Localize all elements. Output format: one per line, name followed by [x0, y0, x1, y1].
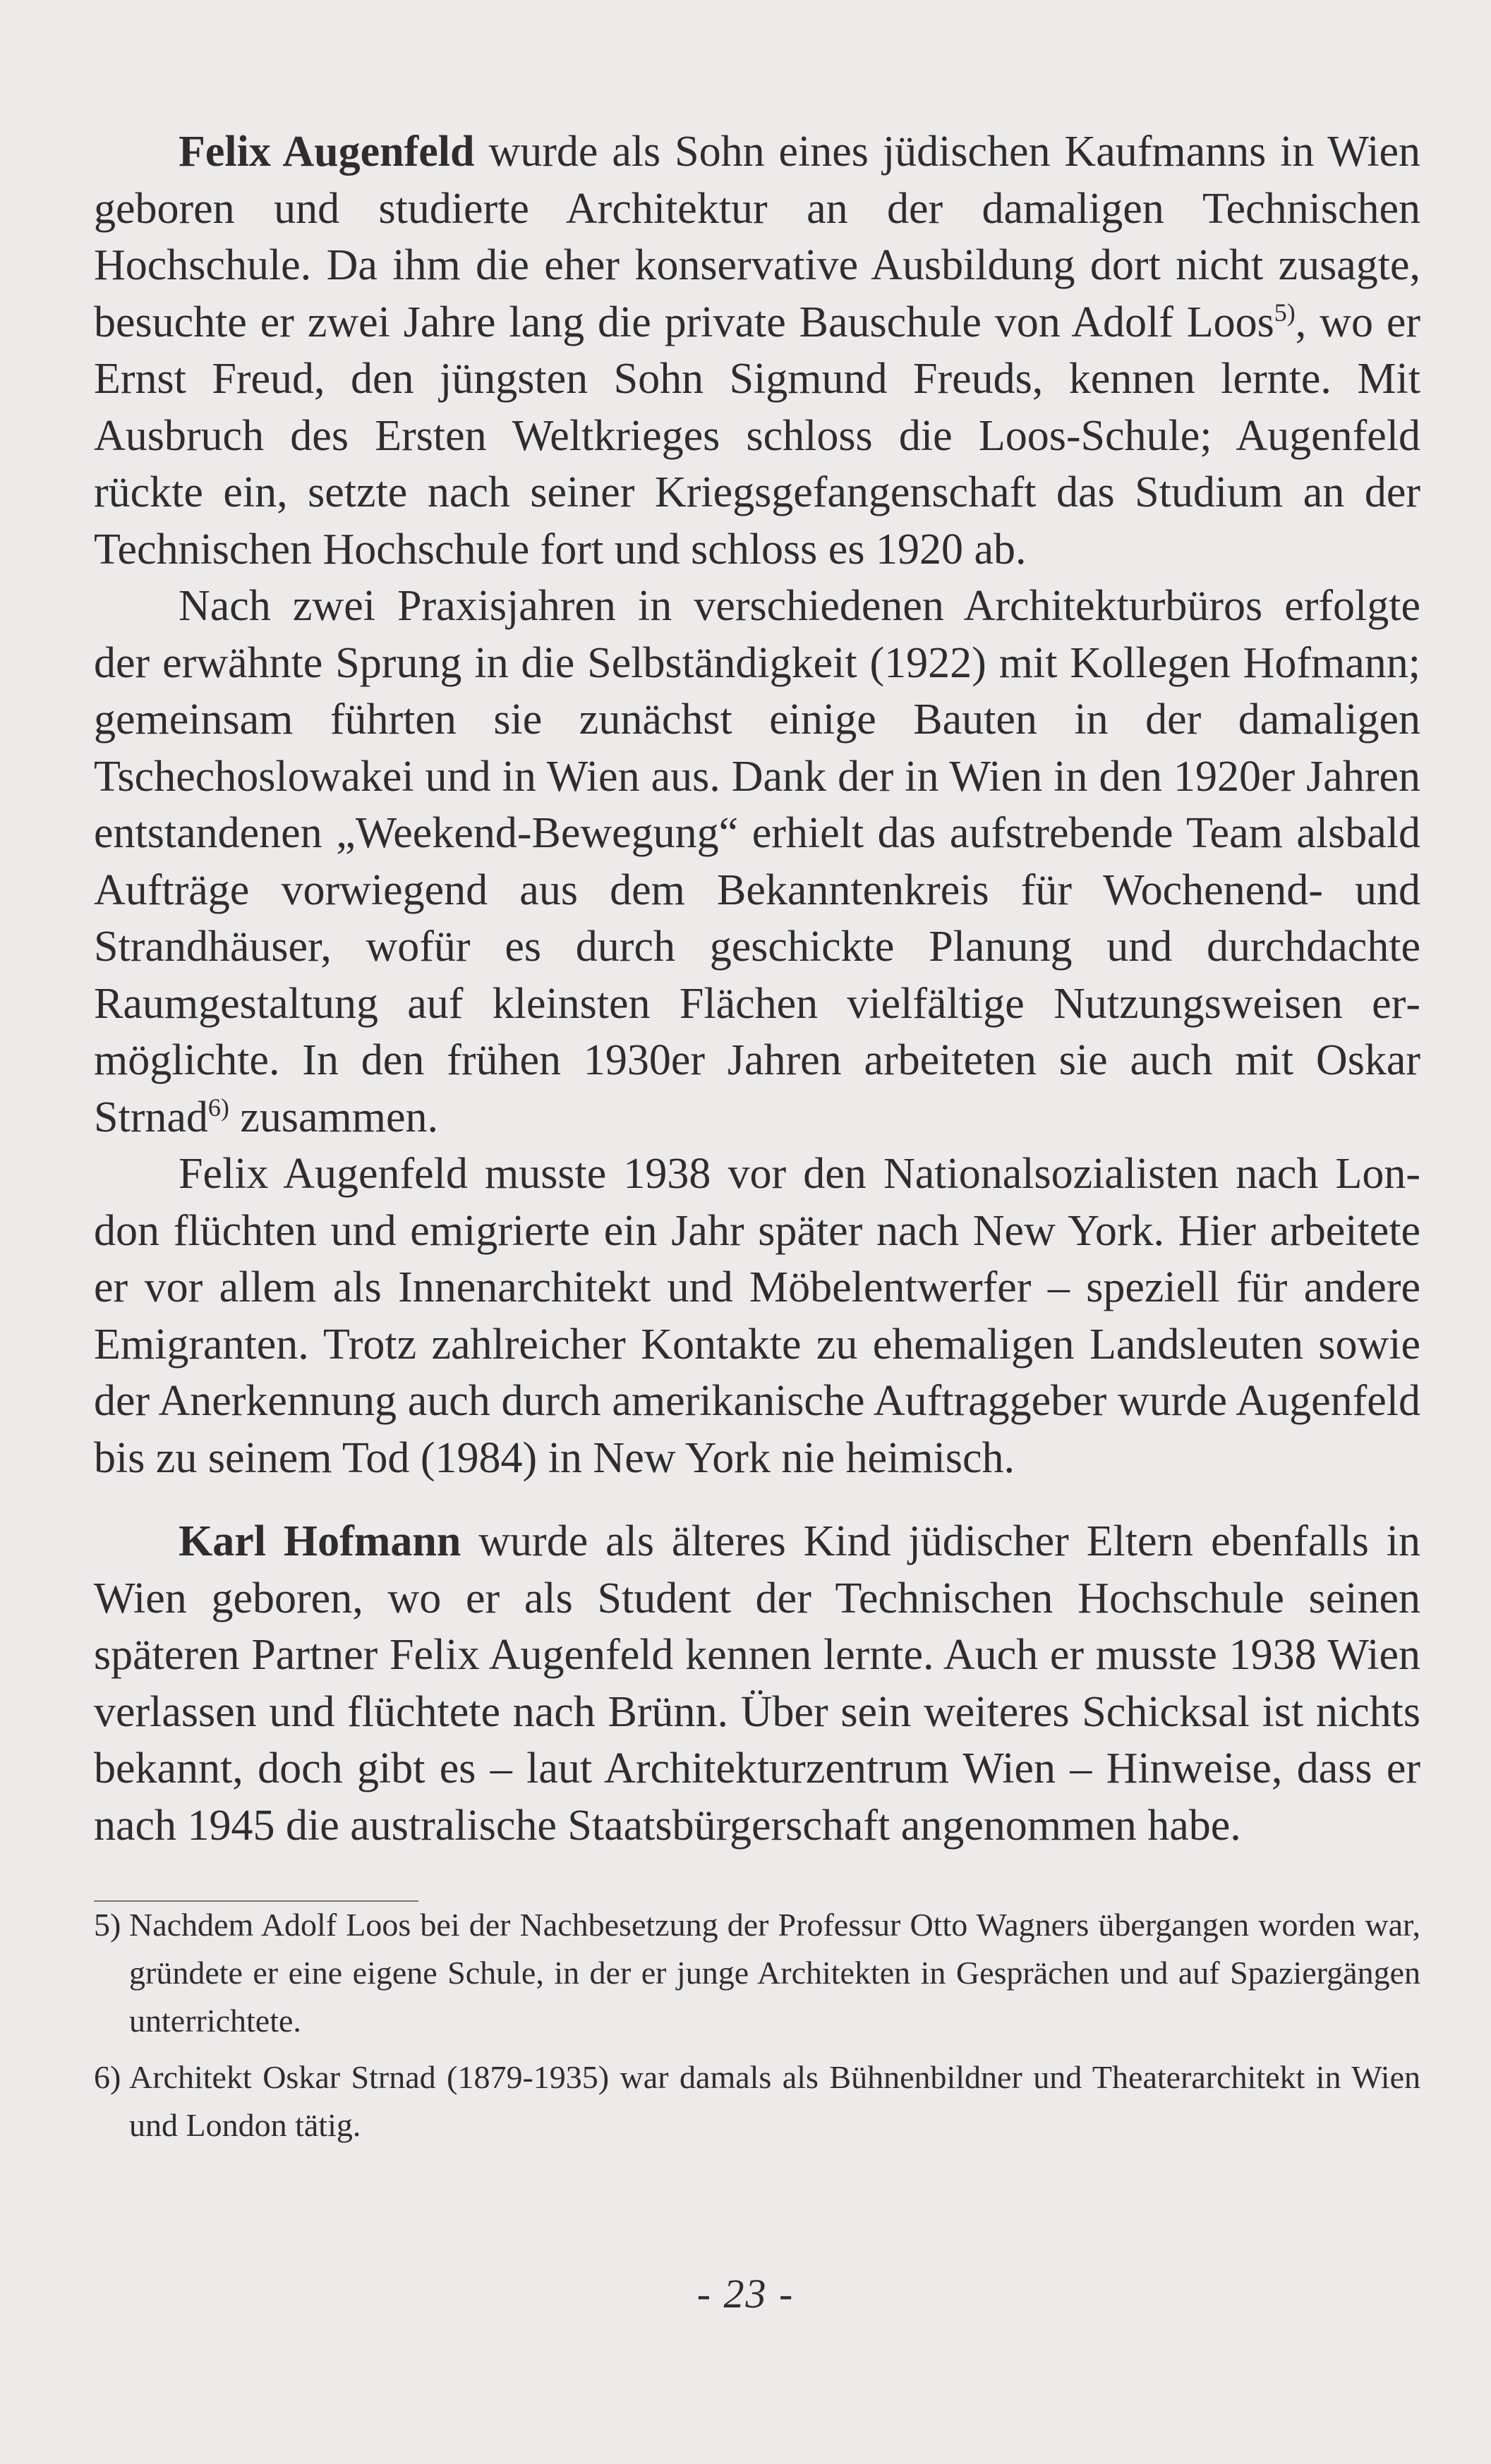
footnotes — [94, 1901, 1420, 2158]
paragraph-emigration: Felix Augenfeld musste 1938 vor den Nationalsozialisten nach London flüchten und emigrierte ein Jahr später nach New York. Hier arbeitete er vor allem als Innenarchitekt und Möbelentwerfer – speziell für andere Emigranten. Trotz zahlreicher Kontakte zu ehemaligen Landsleuten sowie der Anerkennung auch durch amerikanische Auftraggeber wurde Augenfeld bis zu seinem Tod (1984) in New York nie heimisch. — [94, 1150, 1420, 1482]
paragraph-text: wurde als älteres Kind jüdischer Eltern ebenfalls in Wien geboren, wo er als Student der Technischen Hochschule seinen späteren Partner Felix Augenfeld kennen lernte. Auch er musste 1938 Wien verlassen und flüchtete nach Brünn. Über sein weiteres Schicksal ist nichts bekannt, doch gibt es – laut Architekturzentrum Wien – Hinweise, dass er nach 1945 die australische Staatsbürgerschaft angenommen habe. — [94, 1517, 1421, 1850]
section-gap — [94, 1486, 1420, 1513]
name-felix-augenfeld: Felix Augenfeld — [179, 128, 475, 176]
footnote-6 — [94, 2053, 1420, 2149]
paragraph-text: wurde als Sohn eines jüdischen Kaufmanns in Wien geboren und studierte Architektur an der damaligen Technischen Hochschule. Da ihm die eher konservative Ausbildung dort nicht zusagte, besuchte er zwei Jahre lang die private Bauschule von Adolf Loos — [94, 128, 1420, 346]
paragraph-practice — [94, 578, 1420, 1146]
footnote-ref-5: 5) — [1274, 298, 1296, 327]
page-number: - 23 - — [696, 2271, 795, 2317]
footnote-5 — [94, 1901, 1420, 2045]
footnote-number: 5) — [94, 1907, 121, 1943]
body-text — [94, 123, 1420, 1854]
footnote-text: Architekt Oskar Strnad (1879-1935) war damals als Bühnenbildner und Theaterarchitekt in Wien und London tätig. — [129, 2059, 1420, 2143]
name-karl-hofmann: Karl Hofmann — [179, 1517, 461, 1565]
paragraph-hofmann-bio — [94, 1513, 1420, 1854]
paragraph-text: Nach zwei Praxisjahren in verschiedenen Architekturbüros erfolgte der erwähnte Sprung in die Selbständigkeit (1922) mit Kollegen Hofmann; gemeinsam führten sie zunächst einige Bauten in der damaligen Tschechoslowakei und in Wien aus. Dank der in Wien in den 1920er Jahren entstandenen „Weekend-Bewegung“ erhielt das aufstrebende Team alsbald Aufträge vorwiegend aus dem Bekanntenkreis für Wochenend- und Strandhäuser, wofür es durch geschickte Planung und durchdachte Raumgestaltung auf kleinsten Flächen vielfältige Nutzungsweisen ermöglichte. In den frühen 1930er Jahren arbeiteten sie auch mit Oskar Strnad — [94, 582, 1420, 1141]
paragraph-text: zusammen. — [229, 1093, 439, 1141]
footnote-text: Nachdem Adolf Loos bei der Nachbesetzung der Professur Otto Wagners übergangen worden war, gründete er eine eigene Schule, in der er junge Architekten in Gesprächen und auf Spaziergängen unterrichtete. — [129, 1907, 1420, 2039]
paragraph-augenfeld-bio — [94, 123, 1420, 578]
footnote-number: 6) — [94, 2059, 121, 2095]
paragraph-text: , wo er Ernst Freud, den jüngsten Sohn Sigmund Freuds, kennen lernte. Mit Ausbruch des Ersten Weltkrieges schloss die Loos-Schule; Augenfeld rückte ein, setzte nach seiner Kriegsgefangenschaft das Studium an der Technischen Hochschule fort und schloss es 1920 ab. — [94, 298, 1420, 573]
footnote-ref-6: 6) — [207, 1093, 229, 1122]
